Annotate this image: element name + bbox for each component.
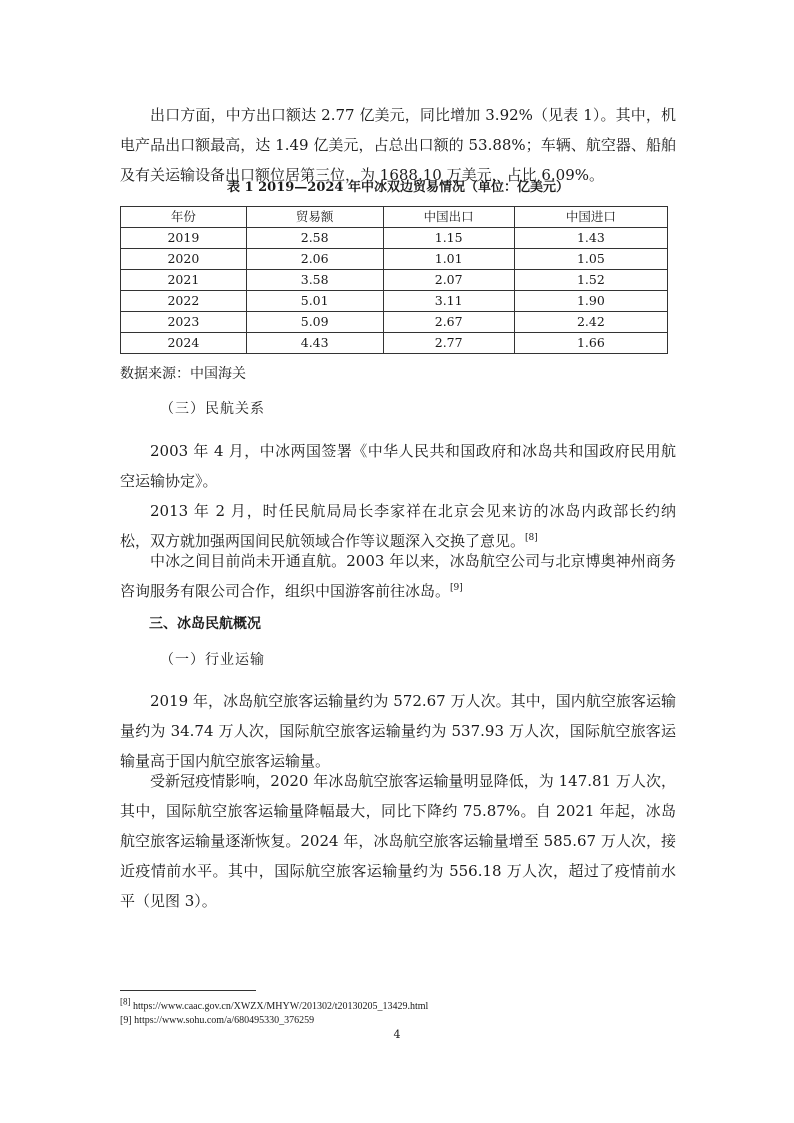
footnote-9-link[interactable]: https://www.sohu.com/a/680495330_376259 <box>134 1015 315 1026</box>
cell-china-export: 2.77 <box>383 333 514 354</box>
cell-year: 2020 <box>121 249 247 270</box>
cell-china-export: 3.11 <box>383 291 514 312</box>
cell-year: 2022 <box>121 291 247 312</box>
paragraph-covid-impact: 受新冠疫情影响，2020 年冰岛航空旅客运输量明显降低，为 147.81 万人次，其中，国际航空旅客运输量降幅最大，同比下降约 75.87%。自 2021 年起，冰岛航空旅客运输量逐渐恢复。2024 年，冰岛航空旅客运输量增至 585.67 万人次，接近疫情前水平。其中，国际航空旅客运输量约为 556.18 万人次，超过了疫情前水平（见图 3）。 <box>120 772 676 910</box>
table-header-row <box>121 207 668 228</box>
cell-china-import: 1.52 <box>514 270 667 291</box>
page-number: 4 <box>393 1028 401 1041</box>
cell-china-export: 2.07 <box>383 270 514 291</box>
table-caption: 表 1 2019—2024 年中冰双边贸易情况（单位：亿美元） <box>227 180 569 195</box>
cell-china-import: 1.90 <box>514 291 667 312</box>
paragraph-meeting-text: 2013 年 2 月，时任民航局局长李家祥在北京会见来访的冰岛内政部长约纳松，双方就加强两国间民航领域合作等议题深入交换了意见。 <box>120 502 676 550</box>
heading-civil-aviation-relations: （三）民航关系 <box>160 401 265 417</box>
paragraph-2019-traffic: 2019 年，冰岛航空旅客运输量约为 572.67 万人次。其中，国内航空旅客运输量约为 34.74 万人次，国际航空旅客运输量约为 537.93 万人次，国际航空旅客运输量高于国内航空旅客运输量。 <box>120 692 676 770</box>
footnote-divider <box>120 990 256 991</box>
table-row <box>121 228 668 249</box>
table-row <box>121 333 668 354</box>
cell-china-import: 2.42 <box>514 312 667 333</box>
header-year: 年份 <box>121 207 247 228</box>
table-row <box>121 312 668 333</box>
footnote-ref-8[interactable]: [8] <box>525 533 538 543</box>
cell-year: 2019 <box>121 228 247 249</box>
header-trade-volume: 贸易额 <box>246 207 383 228</box>
trade-table <box>120 206 668 354</box>
footnote-mark-9: [9] <box>120 1015 132 1026</box>
cell-china-export: 1.01 <box>383 249 514 270</box>
cell-china-export: 2.67 <box>383 312 514 333</box>
cell-year: 2023 <box>121 312 247 333</box>
table-row <box>121 270 668 291</box>
cell-trade-volume: 5.09 <box>246 312 383 333</box>
table-source: 数据来源：中国海关 <box>120 366 246 382</box>
header-china-import: 中国进口 <box>514 207 667 228</box>
cell-china-import: 1.66 <box>514 333 667 354</box>
footnote-8 <box>120 996 429 1013</box>
cell-trade-volume: 2.06 <box>246 249 383 270</box>
cell-trade-volume: 5.01 <box>246 291 383 312</box>
paragraph-exports: 出口方面，中方出口额达 2.77 亿美元，同比增加 3.92%（见表 1）。其中，机电产品出口额最高，达 1.49 亿美元，占总出口额的 53.88%；车辆、航空器、船舶及有关运输设备出口额位居第三位，为 1688.10 万美元，占比 6.09%。 <box>120 106 676 184</box>
paragraph-no-direct-flights-text: 中冰之间目前尚未开通直航。2003 年以来，冰岛航空公司与北京博奥神州商务咨询服务有限公司合作，组织中国游客前往冰岛。 <box>120 552 676 600</box>
paragraph-no-direct-flights <box>120 546 676 606</box>
footnote-mark-8: [8] <box>120 996 131 1007</box>
table-row <box>121 291 668 312</box>
header-china-export: 中国出口 <box>383 207 514 228</box>
heading-industry-transport: （一）行业运输 <box>160 652 265 668</box>
heading-section-three: 三、冰岛民航概况 <box>149 616 261 632</box>
footnote-ref-9[interactable]: [9] <box>450 583 463 593</box>
cell-china-import: 1.05 <box>514 249 667 270</box>
cell-china-export: 1.15 <box>383 228 514 249</box>
footnote-9 <box>120 1014 314 1027</box>
cell-trade-volume: 2.58 <box>246 228 383 249</box>
cell-trade-volume: 4.43 <box>246 333 383 354</box>
cell-year: 2021 <box>121 270 247 291</box>
table-row <box>121 249 668 270</box>
cell-trade-volume: 3.58 <box>246 270 383 291</box>
cell-year: 2024 <box>121 333 247 354</box>
paragraph-agreement: 2003 年 4 月，中冰两国签署《中华人民共和国政府和冰岛共和国政府民用航空运输协定》。 <box>120 442 676 490</box>
footnote-8-link[interactable]: https://www.caac.gov.cn/XWZX/MHYW/201302/t20130205_13429.html <box>133 1001 429 1012</box>
cell-china-import: 1.43 <box>514 228 667 249</box>
